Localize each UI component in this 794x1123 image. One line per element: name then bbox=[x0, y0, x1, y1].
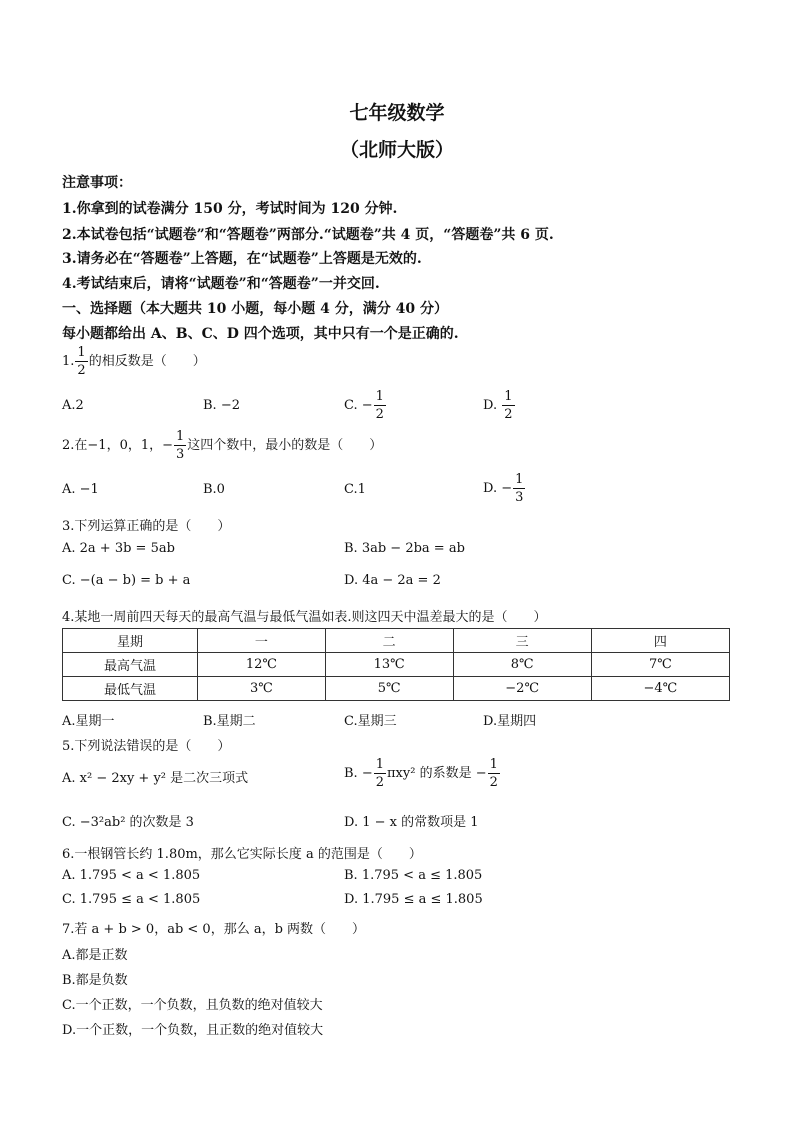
table-header-row bbox=[63, 629, 730, 653]
temperature-table bbox=[62, 628, 730, 701]
q4-option-b: B.星期二 bbox=[203, 714, 256, 729]
table-cell: 四 bbox=[591, 629, 729, 653]
table-cell: 12℃ bbox=[198, 653, 326, 677]
q1-option-a: A.2 bbox=[62, 398, 84, 413]
table-cell: 最高气温 bbox=[63, 653, 198, 677]
table-cell: 星期 bbox=[63, 629, 198, 653]
section-heading: 一、选择题（本大题共 10 小题，每小题 4 分，满分 40 分） bbox=[62, 301, 448, 317]
q3-option-d: D. 4a − 2a = 2 bbox=[344, 573, 441, 588]
question-7: 7.若 a + b > 0，ab < 0，那么 a，b 两数（ ） bbox=[62, 922, 366, 937]
q4-option-c: C.星期三 bbox=[344, 714, 397, 729]
q5-option-a: A. x² − 2xy + y² 是二次三项式 bbox=[62, 771, 249, 786]
table-cell: 7℃ bbox=[591, 653, 729, 677]
q5-option-d: D. 1 − x 的常数项是 1 bbox=[344, 815, 479, 830]
q2-option-c: C.1 bbox=[344, 482, 366, 497]
q3-option-c: C. −(a − b) = b + a bbox=[62, 573, 191, 588]
q6-option-b: B. 1.795 < a ≤ 1.805 bbox=[344, 868, 483, 883]
q2-option-b: B.0 bbox=[203, 482, 225, 497]
q7-option-d: D.一个正数，一个负数，且正数的绝对值较大 bbox=[62, 1023, 324, 1038]
question-4: 4.某地一周前四天每天的最高气温与最低气温如表.则这四天中温差最大的是（ ） bbox=[62, 610, 547, 625]
table-row bbox=[63, 677, 730, 701]
exam-title: 七年级数学 bbox=[349, 102, 445, 124]
q6-option-d: D. 1.795 ≤ a ≤ 1.805 bbox=[344, 892, 483, 907]
notice-item-2: 2.本试卷包括“试题卷”和“答题卷”两部分.“试题卷”共 4 页，“答题卷”共 6 页. bbox=[62, 227, 554, 243]
q5-option-b: B. − $\frac{1}{2}$ πxy² 的系数是 − $\frac{1}{2}$ bbox=[344, 757, 498, 790]
table-cell: 13℃ bbox=[325, 653, 453, 677]
table-cell: 5℃ bbox=[325, 677, 453, 701]
q4-option-d: D.星期四 bbox=[483, 714, 537, 729]
table-cell: 二 bbox=[325, 629, 453, 653]
q7-option-a: A.都是正数 bbox=[62, 948, 128, 963]
notice-item-1: 1.你拿到的试卷满分 150 分，考试时间为 120 分钟. bbox=[62, 201, 398, 217]
table-cell: 8℃ bbox=[453, 653, 591, 677]
table-cell: 最低气温 bbox=[63, 677, 198, 701]
section-description: 每小题都给出 A、B、C、D 四个选项，其中只有一个是正确的. bbox=[62, 326, 459, 342]
q1-option-b: B. −2 bbox=[203, 398, 240, 413]
table-row bbox=[63, 653, 730, 677]
q7-option-c: C.一个正数，一个负数，且负数的绝对值较大 bbox=[62, 998, 323, 1013]
q1-option-d: D. $\frac{1}{2}$ bbox=[483, 389, 513, 422]
q2-option-d: D. − $\frac{1}{3}$ bbox=[483, 472, 524, 505]
q6-option-c: C. 1.795 ≤ a < 1.805 bbox=[62, 892, 201, 907]
table-cell: 3℃ bbox=[198, 677, 326, 701]
notice-heading: 注意事项： bbox=[62, 175, 132, 191]
notice-item-3: 3.请务必在“答题卷”上答题，在“试题卷”上答题是无效的. bbox=[62, 251, 422, 267]
q6-option-a: A. 1.795 < a < 1.805 bbox=[62, 868, 201, 883]
q4-option-a: A.星期一 bbox=[62, 714, 115, 729]
notice-item-4: 4.考试结束后，请将“试题卷”和“答题卷”一并交回. bbox=[62, 276, 380, 292]
question-5: 5.下列说法错误的是（ ） bbox=[62, 739, 231, 754]
q1-option-c: C. − $\frac{1}{2}$ bbox=[344, 389, 384, 422]
question-6: 6.一根钢管长约 1.80m，那么它实际长度 a 的范围是（ ） bbox=[62, 847, 422, 862]
exam-subtitle: （北师大版） bbox=[339, 139, 454, 161]
table-cell: −2℃ bbox=[453, 677, 591, 701]
q2-option-a: A. −1 bbox=[62, 482, 99, 497]
table-cell: −4℃ bbox=[591, 677, 729, 701]
question-2: 2.在−1，0，1，− $\frac{1}{3}$ 这四个数中，最小的数是（ ） bbox=[62, 429, 383, 462]
q7-option-b: B.都是负数 bbox=[62, 973, 128, 988]
question-3: 3.下列运算正确的是（ ） bbox=[62, 519, 231, 534]
q3-option-a: A. 2a + 3b = 5ab bbox=[62, 541, 175, 556]
question-1: 1. $\frac{1}{2}$ 的相反数是（ ） bbox=[62, 345, 206, 378]
q5-option-c: C. −3²ab² 的次数是 3 bbox=[62, 815, 194, 830]
q3-option-b: B. 3ab − 2ba = ab bbox=[344, 541, 465, 556]
fraction: $\frac{1}{2}$ bbox=[77, 345, 86, 378]
table-cell: 三 bbox=[453, 629, 591, 653]
table-cell: 一 bbox=[198, 629, 326, 653]
